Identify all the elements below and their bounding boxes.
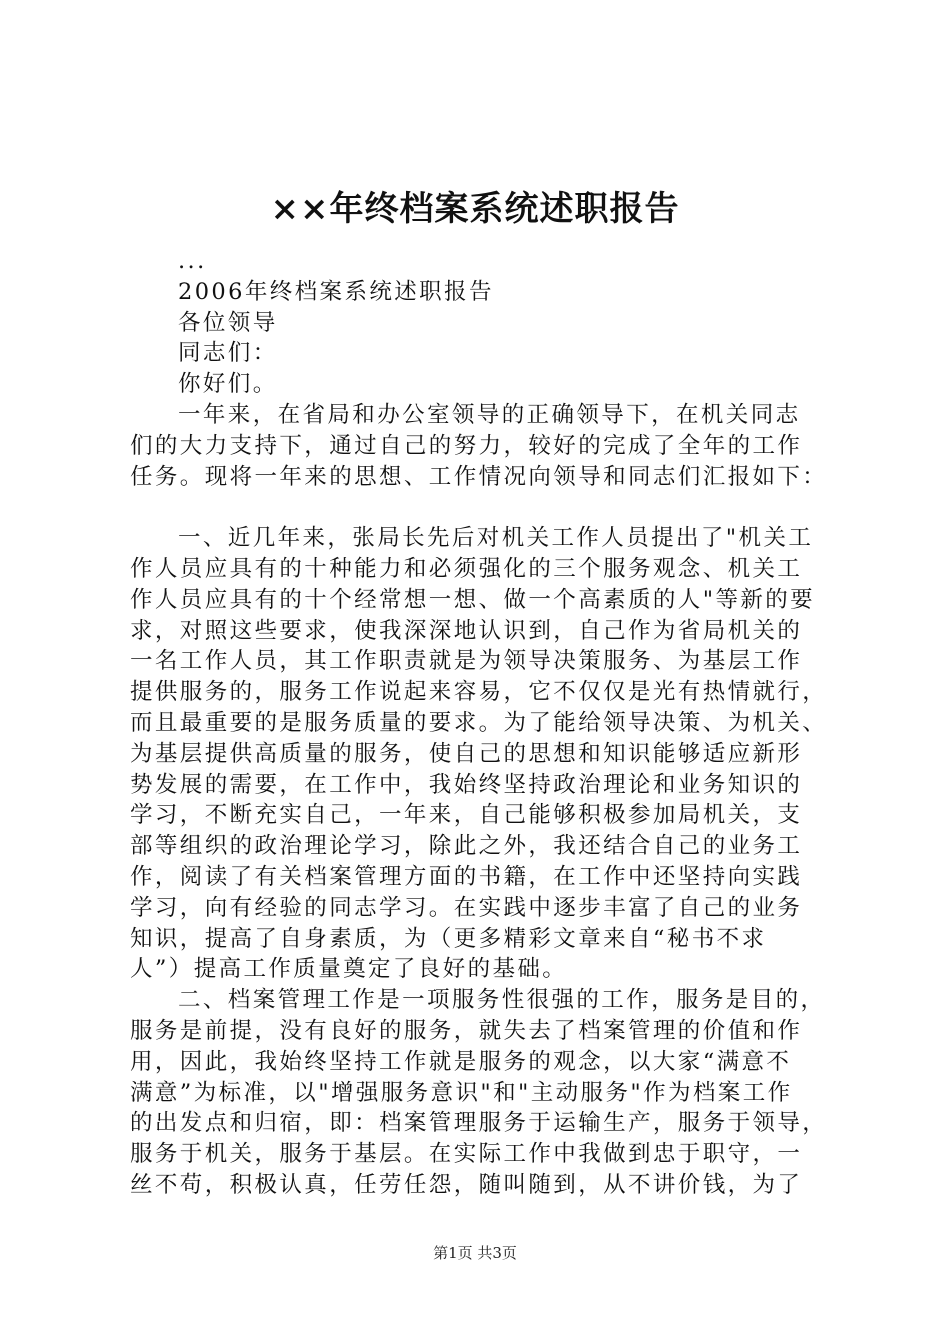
paragraph-line: 一名工作人员，其工作职责就是为领导决策服务、为基层工作 xyxy=(130,648,803,675)
paragraph-line: 知识，提高了自身素质，为（更多精彩文章来自“秘书不求 xyxy=(130,925,767,952)
paragraph-line: 势发展的需要，在工作中，我始终坚持政治理论和业务知识的 xyxy=(130,771,803,798)
paragraph-line: 用，因此，我始终坚持工作就是服务的观念，以大家“满意不 xyxy=(130,1048,792,1075)
paragraph-line: 服务是前提，没有良好的服务，就失去了档案管理的价值和作 xyxy=(130,1017,803,1044)
paragraph-line: 作，阅读了有关档案管理方面的书籍，在工作中还坚持向实践 xyxy=(130,863,803,890)
paragraph-line: 求，对照这些要求，使我深深地认识到，自己作为省局机关的 xyxy=(130,617,803,644)
paragraph-line: 作人员应具有的十个经常想一想、做一个高素质的人"等新的要 xyxy=(130,586,816,613)
page-number: 第1页 共3页 xyxy=(433,1244,517,1262)
subtitle-line: 2006年终档案系统述职报告 xyxy=(178,278,494,305)
paragraph-line: 学习，向有经验的同志学习。在实践中逐步丰富了自己的业务 xyxy=(130,894,803,921)
paragraph-line: 作人员应具有的十种能力和必须强化的三个服务观念、机关工 xyxy=(130,555,803,582)
paragraph-line: 满意”为标准，以"增强服务意识"和"主动服务"作为档案工作 xyxy=(130,1079,793,1106)
ellipsis-marker: ... xyxy=(178,248,207,274)
paragraph-line: 的出发点和归宿，即：档案管理服务于运输生产，服务于领导， xyxy=(130,1110,828,1137)
salutation-line: 各位领导 xyxy=(178,309,278,336)
paragraph-line: 一年来，在省局和办公室领导的正确领导下，在机关同志 xyxy=(178,401,801,428)
paragraph-line: 丝不苟，积极认真，任劳任怨，随叫随到，从不讲价钱，为了 xyxy=(130,1171,803,1198)
paragraph-line: 而且最重要的是服务质量的要求。为了能给领导决策、为机关、 xyxy=(130,709,828,736)
paragraph-line: 提供服务的，服务工作说起来容易，它不仅仅是光有热情就行， xyxy=(130,679,828,706)
paragraph-gap xyxy=(130,492,830,523)
paragraph-line: 人”）提高工作质量奠定了良好的基础。 xyxy=(130,956,568,983)
greeting-line: 你好们。 xyxy=(178,371,278,398)
paragraph-line: 一、近几年来，张局长先后对机关工作人员提出了"机关工 xyxy=(178,525,814,552)
salutation-line: 同志们： xyxy=(178,340,278,367)
paragraph-line: 们的大力支持下，通过自己的努力，较好的完成了全年的工作 xyxy=(130,432,803,459)
document-title: ××年终档案系统述职报告 xyxy=(270,189,680,229)
paragraph-line: 部等组织的政治理论学习，除此之外，我还结合自己的业务工 xyxy=(130,833,803,860)
page-footer xyxy=(0,1243,950,1263)
document-body xyxy=(130,246,830,1201)
paragraph-line: 学习，不断充实自己，一年来，自己能够积极参加局机关，支 xyxy=(130,802,803,829)
paragraph-line: 任务。现将一年来的思想、工作情况向领导和同志们汇报如下： xyxy=(130,463,828,490)
paragraph-line: 为基层提供高质量的服务，使自己的思想和知识能够适应新形 xyxy=(130,740,803,767)
paragraph-line: 二、档案管理工作是一项服务性很强的工作，服务是目的， xyxy=(178,987,826,1014)
paragraph-line: 服务于机关，服务于基层。在实际工作中我做到忠于职守，一 xyxy=(130,1141,803,1168)
